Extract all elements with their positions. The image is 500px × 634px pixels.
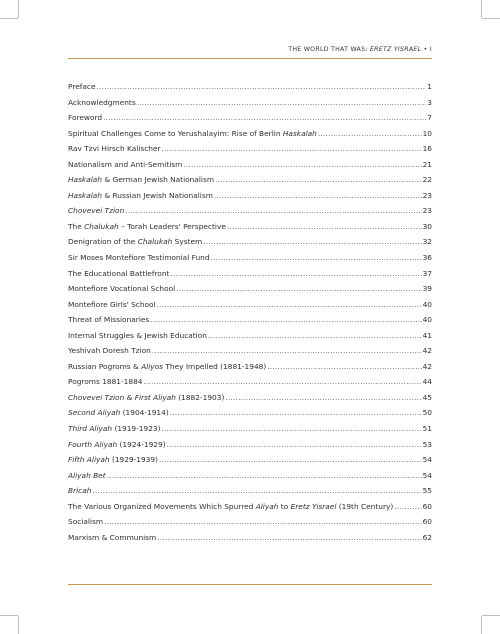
toc-leader-dots [97, 79, 427, 95]
toc-leader-dots [208, 328, 422, 344]
toc-entry[interactable] [68, 437, 432, 453]
toc-title-segment: The [68, 221, 85, 231]
toc-title-segment: – Torah Leaders' Perspective [118, 221, 226, 231]
toc-page-number: 60 [422, 517, 432, 527]
toc-title-segment: Third Aliyah [68, 424, 113, 434]
toc-entry[interactable] [68, 483, 432, 499]
toc-page-number: 41 [422, 330, 432, 340]
toc-title-segment: Threat of Missionaries [68, 315, 150, 325]
toc-entry[interactable] [68, 374, 432, 390]
toc-entry-title [68, 390, 224, 406]
toc-leader-dots [107, 468, 422, 484]
toc-title-segment: Chalukah [84, 221, 119, 231]
toc-title-segment: & Russian Jewish Nationalism [102, 190, 213, 200]
header-emphasis: ERETZ YISRAEL [369, 46, 422, 53]
toc-entry[interactable] [68, 328, 432, 344]
toc-entry[interactable] [68, 297, 432, 313]
toc-title-segment: They Impelled (1881-1948) [163, 361, 267, 371]
toc-entry-title [68, 359, 266, 375]
toc-entry[interactable] [68, 390, 432, 406]
toc-entry[interactable] [68, 141, 432, 157]
toc-title-segment: Socialism [68, 517, 104, 527]
toc-entry-title [68, 312, 149, 328]
toc-leader-dots [125, 203, 421, 219]
toc-page-number: 60 [422, 501, 432, 511]
toc-entry[interactable] [68, 79, 432, 95]
toc-entry-title [68, 157, 182, 173]
toc-entry[interactable] [68, 405, 432, 421]
toc-leader-dots [167, 437, 422, 453]
toc-entry-title [68, 141, 161, 157]
toc-title-segment: (1924-1929) [117, 439, 166, 449]
toc-entry[interactable] [68, 266, 432, 282]
toc-title-segment: Russian Pogroms & [68, 361, 142, 371]
toc-entry-title [68, 514, 103, 530]
toc-title-segment: Bricah [68, 486, 92, 496]
toc-leader-dots [157, 530, 421, 546]
header-rule [68, 58, 432, 59]
toc-title-segment: The Various Organized Movements Which Spurred [68, 501, 256, 511]
toc-page-number: 21 [422, 159, 432, 169]
toc-entry-title [68, 468, 106, 484]
toc-title-segment: Chalukah [137, 237, 173, 247]
toc-leader-dots [144, 374, 422, 390]
toc-title-segment: Pogroms 1881-1884 [68, 377, 143, 387]
toc-entry-title [68, 452, 158, 468]
toc-entry[interactable] [68, 281, 432, 297]
toc-title-segment: Internal Struggles & Jewish Education [68, 330, 207, 340]
toc-page-number: 45 [422, 392, 432, 402]
toc-title-segment: (1882-1903) [175, 392, 225, 402]
toc-entry-title [68, 281, 175, 297]
toc-entry[interactable] [68, 219, 432, 235]
toc-page-number: 40 [422, 299, 432, 309]
crop-mark [18, 0, 19, 18]
toc-title-segment: Aliyah [255, 501, 279, 511]
toc-entry-title [68, 110, 102, 126]
toc-entry[interactable] [68, 110, 432, 126]
toc-leader-dots [318, 126, 422, 142]
toc-page-number: 1 [427, 82, 432, 91]
crop-mark [0, 615, 18, 616]
toc-leader-dots [227, 219, 422, 235]
toc-entry[interactable] [68, 514, 432, 530]
running-header [68, 46, 432, 53]
toc-title-segment: (19th Century) [336, 501, 394, 511]
toc-leader-dots [211, 250, 422, 266]
toc-entry[interactable] [68, 421, 432, 437]
toc-leader-dots [170, 266, 421, 282]
toc-entry-title [68, 250, 210, 266]
toc-page-number: 23 [422, 190, 432, 200]
crop-mark [0, 18, 18, 19]
table-of-contents [68, 79, 432, 545]
toc-title-segment: Chovevei Tzion & First Aliyah [68, 392, 176, 402]
toc-leader-dots [103, 110, 426, 126]
toc-leader-dots [162, 141, 422, 157]
toc-page-number: 22 [422, 175, 432, 185]
toc-leader-dots [176, 281, 421, 297]
toc-title-segment: (1904-1914) [120, 408, 169, 418]
toc-leader-dots [92, 483, 421, 499]
toc-page-number: 55 [422, 486, 432, 496]
footer-rule [68, 584, 432, 585]
toc-entry-title [68, 297, 156, 313]
toc-title-segment: & German Jewish Nationalism [102, 175, 215, 185]
toc-entry[interactable] [68, 343, 432, 359]
toc-leader-dots [162, 421, 422, 437]
toc-entry-title [68, 499, 393, 515]
toc-entry[interactable] [68, 95, 432, 111]
toc-title-segment: Rav Tzvi Hirsch Kalischer [68, 144, 161, 154]
toc-page-number: 10 [422, 128, 432, 138]
toc-title-segment: System [172, 237, 203, 247]
toc-page-number: 3 [427, 97, 432, 107]
toc-entry[interactable] [68, 126, 432, 142]
toc-entry-title [68, 328, 207, 344]
toc-leader-dots [170, 405, 422, 421]
toc-page-number: 36 [422, 253, 432, 263]
toc-title-segment: Preface [68, 82, 96, 91]
toc-page-number: 30 [422, 221, 432, 231]
toc-entry[interactable] [68, 468, 432, 484]
toc-leader-dots [225, 390, 421, 406]
toc-leader-dots [150, 312, 421, 328]
toc-title-segment: Acknowledgments [68, 97, 136, 107]
toc-page-number: 32 [422, 237, 432, 247]
toc-page-number: 39 [422, 284, 432, 294]
toc-page-number: 62 [422, 532, 432, 542]
toc-entry-title [68, 266, 169, 282]
toc-entry-title [68, 126, 317, 142]
toc-entry-title [68, 95, 136, 111]
toc-leader-dots [394, 499, 421, 515]
toc-title-segment: Fourth Aliyah [68, 439, 118, 449]
toc-title-segment: (1919-1923) [112, 424, 161, 434]
toc-title-segment: to [278, 501, 291, 511]
toc-entry[interactable] [68, 203, 432, 219]
toc-page-number: 53 [422, 439, 432, 449]
header-prefix: THE WORLD THAT WAS: [288, 46, 370, 53]
toc-leader-dots [137, 95, 427, 111]
toc-title-segment: Eretz Yisrael [290, 501, 337, 511]
toc-entry[interactable] [68, 188, 432, 204]
toc-title-segment: Fifth Aliyah [68, 455, 110, 465]
crop-mark [481, 616, 482, 634]
toc-entry[interactable] [68, 312, 432, 328]
toc-title-segment: Montefiore Girls' School [68, 299, 156, 309]
toc-leader-dots [215, 172, 422, 188]
toc-entry-title [68, 79, 96, 95]
toc-entry-title [68, 421, 161, 437]
toc-title-segment: Nationalism and Anti-Semitism [68, 159, 183, 169]
toc-entry-title [68, 188, 213, 204]
toc-page-number: 16 [422, 144, 432, 154]
toc-entry-title [68, 172, 214, 188]
toc-page-number: 7 [427, 113, 432, 123]
toc-title-segment: Foreword [68, 113, 103, 123]
toc-title-segment: Haskalah [68, 175, 103, 185]
toc-title-segment: Second Aliyah [68, 408, 121, 418]
toc-title-segment: Yeshivah Doresh Tzion [68, 346, 151, 356]
toc-title-segment: Spiritual Challenges Come to Yerushalayim: Rise of Berlin [68, 128, 283, 138]
toc-title-segment: Haskalah [282, 128, 317, 138]
toc-page-number: 37 [422, 268, 432, 278]
toc-entry-title [68, 437, 166, 453]
toc-page-number: 23 [422, 206, 432, 216]
toc-leader-dots [104, 514, 422, 530]
toc-page-number: 54 [422, 470, 432, 480]
toc-entry[interactable] [68, 250, 432, 266]
toc-entry-title [68, 530, 156, 546]
crop-mark [18, 616, 19, 634]
toc-title-segment: (1929-1939) [109, 455, 158, 465]
toc-entry[interactable] [68, 234, 432, 250]
toc-leader-dots [159, 452, 422, 468]
toc-entry-title [68, 483, 91, 499]
toc-title-segment: Denigration of the [68, 237, 138, 247]
toc-entry[interactable] [68, 452, 432, 468]
crop-mark [481, 0, 482, 18]
toc-page-number: 54 [422, 455, 432, 465]
crop-mark [482, 615, 500, 616]
toc-page-number: 51 [422, 424, 432, 434]
crop-mark [482, 18, 500, 19]
toc-title-segment: Haskalah [68, 190, 103, 200]
toc-entry[interactable] [68, 172, 432, 188]
toc-page-number: 50 [422, 408, 432, 418]
toc-entry-title [68, 405, 169, 421]
toc-leader-dots [183, 157, 421, 173]
toc-title-segment: Aliyah Bet [68, 470, 106, 480]
toc-entry[interactable] [68, 359, 432, 375]
toc-entry[interactable] [68, 499, 432, 515]
toc-title-segment: Marxism & Communism [68, 532, 157, 542]
toc-title-segment: The Educational Battlefront [68, 268, 170, 278]
toc-leader-dots [267, 359, 421, 375]
toc-entry-title [68, 219, 226, 235]
header-suffix: • I [421, 46, 432, 53]
toc-title-segment: Chovevei Tzion [68, 206, 125, 216]
toc-page-number: 44 [422, 377, 432, 387]
toc-page-number: 40 [422, 315, 432, 325]
toc-leader-dots [157, 297, 422, 313]
toc-entry-title [68, 203, 124, 219]
toc-leader-dots [152, 343, 422, 359]
toc-leader-dots [203, 234, 421, 250]
toc-title-segment: Sir Moses Montefiore Testimonial Fund [68, 253, 210, 263]
toc-entry[interactable] [68, 530, 432, 546]
toc-entry[interactable] [68, 157, 432, 173]
toc-title-segment: Aliyos [141, 361, 164, 371]
toc-leader-dots [214, 188, 422, 204]
toc-entry-title [68, 234, 202, 250]
toc-entry-title [68, 374, 143, 390]
toc-page-number: 42 [422, 361, 432, 371]
toc-entry-title [68, 343, 151, 359]
toc-title-segment: Montefiore Vocational School [68, 284, 176, 294]
toc-page-number: 42 [422, 346, 432, 356]
